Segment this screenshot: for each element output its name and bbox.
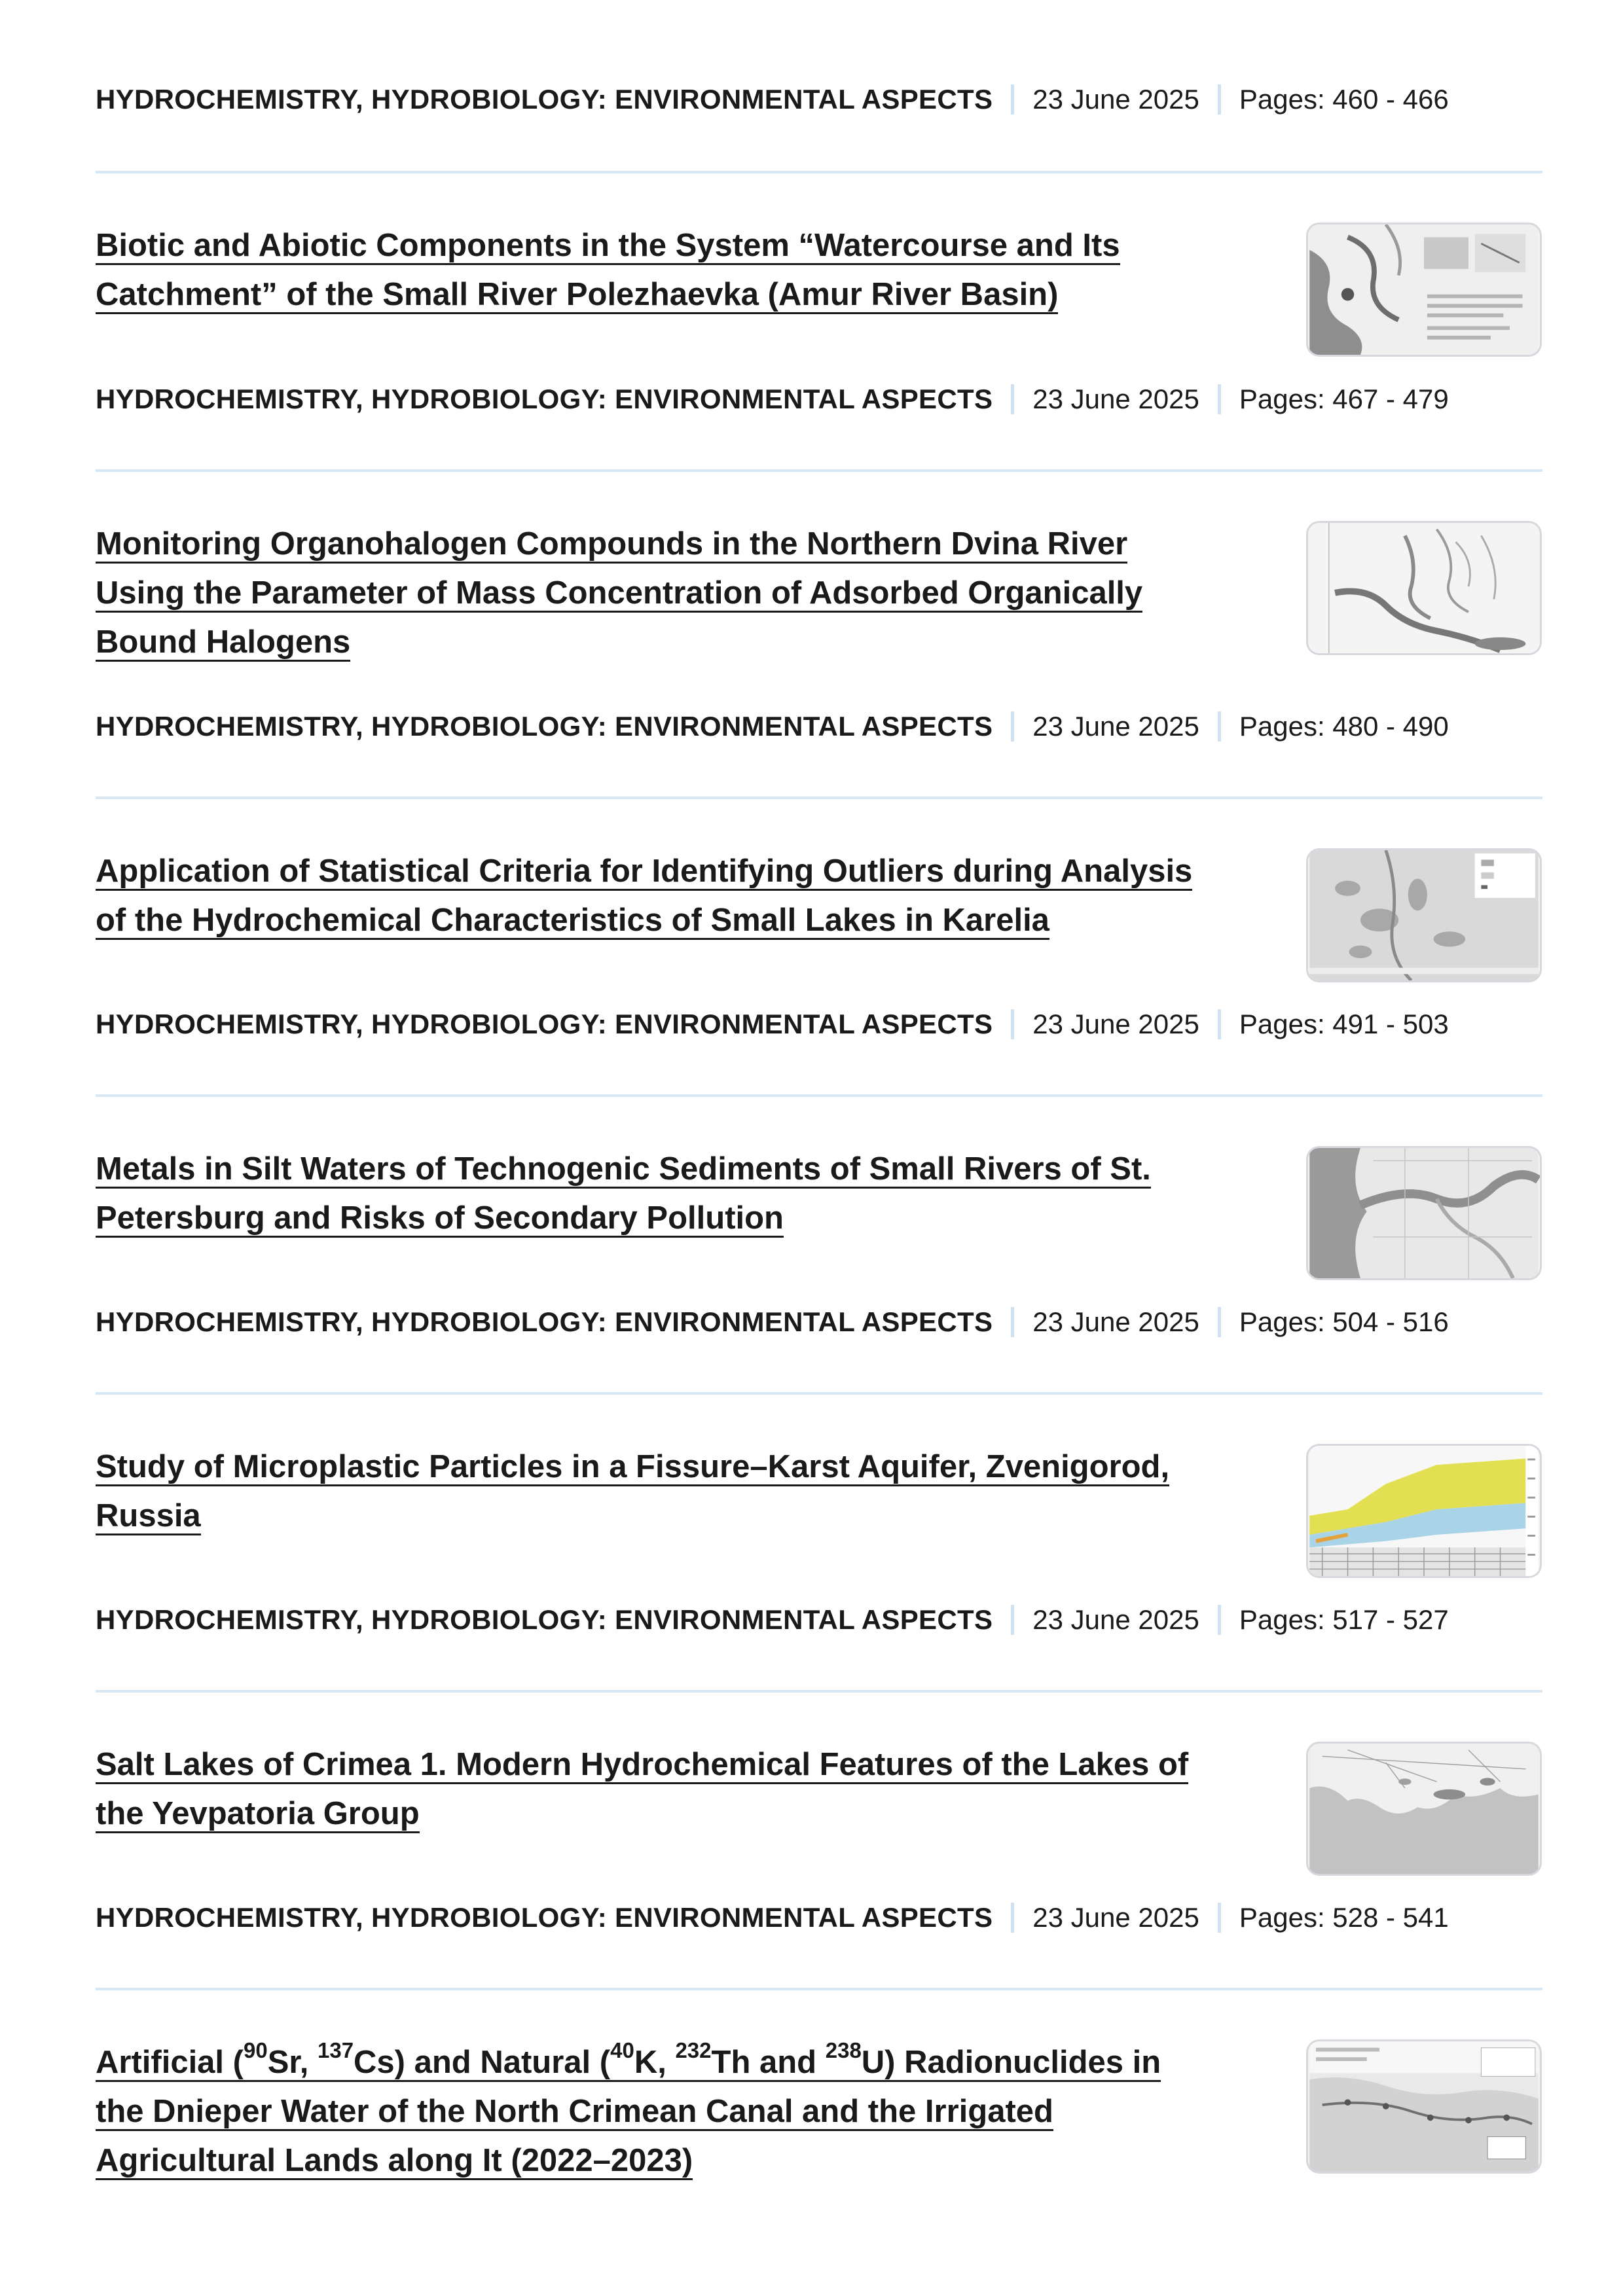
title-text: Artificial ( [96,2045,244,2080]
title-line: the Yevpatoria Group [96,1796,420,1831]
article-meta [96,1302,1490,1342]
lakes-map-thumbnail [1308,850,1540,980]
article-meta [96,707,1490,746]
city-map-thumbnail [1308,1148,1540,1278]
isotope-mass-number: 238 [825,2037,862,2062]
article-title-link[interactable] [96,1747,1188,1784]
section-label[interactable]: HYDROCHEMISTRY, HYDROBIOLOGY: ENVIRONMENTAL ASPECTS [96,1306,993,1337]
title-line: of the Hydrochemical Characteristics of Small Lakes in Karelia [96,903,1049,938]
title-line: Study of Microplastic Particles in a Fissure–Karst Aquifer, Zvenigorod, [96,1449,1170,1484]
article-title-link[interactable] [96,2094,1053,2131]
separator [1011,1605,1014,1635]
title-line: Using the Parameter of Mass Concentration of Adsorbed Organically [96,575,1143,611]
title-line: Catchment” of the Small River Polezhaevka (Amur River Basin) [96,277,1059,312]
separator [1218,1009,1221,1039]
page-range: Pages: 491 - 503 [1239,1009,1449,1039]
publish-date: 23 June 2025 [1032,1306,1199,1337]
geologic-section-thumbnail [1308,1446,1540,1576]
article-thumbnail[interactable] [1306,521,1542,655]
river-delta-map-thumbnail [1308,523,1540,653]
article-title-link[interactable] [96,1200,784,1238]
canal-map-thumbnail [1308,2041,1540,2172]
title-line: Application of Statistical Criteria for Identifying Outliers during Analysis [96,853,1193,889]
page-range: Pages: 517 - 527 [1239,1604,1449,1635]
article-thumbnail[interactable] [1306,223,1542,357]
section-label[interactable]: HYDROCHEMISTRY, HYDROBIOLOGY: ENVIRONMENTAL ASPECTS [96,1009,993,1039]
page-range: Pages: 480 - 490 [1239,711,1449,742]
divider [96,1690,1542,1693]
title-text: K, [634,2045,676,2080]
title-text: Th and [711,2045,826,2080]
article-title-link[interactable] [96,228,1120,265]
title-line: the Dnieper Water of the North Crimean Canal and the Irrigated [96,2094,1053,2129]
article-meta [96,1005,1490,1044]
article-meta [96,1600,1490,1640]
page-range: Pages: 467 - 479 [1239,384,1449,414]
title-text: U) Radionuclides in [861,2045,1161,2080]
river-map-thumbnail [1308,224,1540,355]
separator [1218,711,1221,742]
article-title [96,1740,1248,1839]
separator [1218,1307,1221,1337]
isotope-mass-number: 232 [675,2037,712,2062]
publish-date: 23 June 2025 [1032,384,1199,414]
divider [96,1988,1542,1990]
title-line: Biotic and Abiotic Components in the System “Watercourse and Its [96,228,1120,263]
section-label[interactable]: HYDROCHEMISTRY, HYDROBIOLOGY: ENVIRONMENTAL ASPECTS [96,384,993,414]
title-line: Salt Lakes of Crimea 1. Modern Hydrochemical Features of the Lakes of [96,1747,1189,1782]
title-line: Russia [96,1498,201,1534]
divider [96,797,1542,799]
divider [96,1392,1542,1395]
article-title [96,221,1248,319]
article-title [96,1443,1248,1541]
article-title [96,847,1248,945]
article-title-link[interactable] [96,1449,1169,1486]
article-title-link[interactable] [96,853,1192,891]
article-thumbnail[interactable] [1306,1444,1542,1578]
separator [1218,84,1221,115]
article-title-link[interactable] [96,2037,1161,2082]
publish-date: 23 June 2025 [1032,1009,1199,1039]
coast-map-thumbnail [1308,1744,1540,1874]
article-title-link[interactable] [96,903,1049,940]
article-title-link[interactable] [96,1151,1151,1189]
separator [1011,384,1014,414]
separator [1011,1009,1014,1039]
article-thumbnail[interactable] [1306,2039,1542,2174]
article-thumbnail[interactable] [1306,1146,1542,1280]
section-label[interactable]: HYDROCHEMISTRY, HYDROBIOLOGY: ENVIRONMENTAL ASPECTS [96,711,993,742]
separator [1011,711,1014,742]
article-meta [96,380,1490,419]
title-line: Petersburg and Risks of Secondary Pollution [96,1200,784,1236]
section-label[interactable]: HYDROCHEMISTRY, HYDROBIOLOGY: ENVIRONMENTAL ASPECTS [96,1604,993,1635]
publish-date: 23 June 2025 [1032,711,1199,742]
separator [1011,1903,1014,1933]
article-title-link[interactable] [96,575,1142,613]
title-text: Cs) and Natural ( [354,2045,611,2080]
article-title-link[interactable] [96,277,1058,314]
page-range: Pages: 460 - 466 [1239,84,1449,115]
isotope-mass-number: 40 [610,2037,634,2062]
article-title-link[interactable] [96,526,1127,564]
article-title-link[interactable] [96,1796,420,1833]
article-thumbnail[interactable] [1306,1742,1542,1876]
divider [96,171,1542,173]
section-label[interactable]: HYDROCHEMISTRY, HYDROBIOLOGY: ENVIRONMENTAL ASPECTS [96,84,993,115]
separator [1218,1903,1221,1933]
publish-date: 23 June 2025 [1032,1604,1199,1635]
title-text: Sr, [267,2045,318,2080]
article-title [96,1145,1248,1243]
section-label[interactable]: HYDROCHEMISTRY, HYDROBIOLOGY: ENVIRONMENTAL ASPECTS [96,1902,993,1933]
title-line: Metals in Silt Waters of Technogenic Sediments of Small Rivers of St. [96,1151,1151,1187]
title-line: Bound Halogens [96,624,351,660]
article-title [96,2038,1248,2185]
publish-date: 23 June 2025 [1032,84,1199,115]
publish-date: 23 June 2025 [1032,1902,1199,1933]
article-title [96,520,1248,667]
separator [1011,84,1014,115]
isotope-mass-number: 90 [243,2037,268,2062]
title-line: Agricultural Lands along It (2022–2023) [96,2143,693,2178]
title-line: Monitoring Organohalogen Compounds in the Northern Dvina River [96,526,1128,562]
separator [1218,384,1221,414]
divider [96,1094,1542,1097]
article-meta [96,1898,1490,1937]
separator [1011,1307,1014,1337]
page-range: Pages: 504 - 516 [1239,1306,1449,1337]
separator [1218,1605,1221,1635]
article-thumbnail[interactable] [1306,848,1542,982]
article-title-link[interactable] [96,2143,693,2180]
divider [96,469,1542,472]
isotope-mass-number: 137 [317,2037,354,2062]
article-title-link[interactable] [96,1498,201,1535]
article-meta [96,80,1490,119]
page-range: Pages: 528 - 541 [1239,1902,1449,1933]
title-line [96,2037,1161,2080]
article-title-link[interactable] [96,624,350,662]
